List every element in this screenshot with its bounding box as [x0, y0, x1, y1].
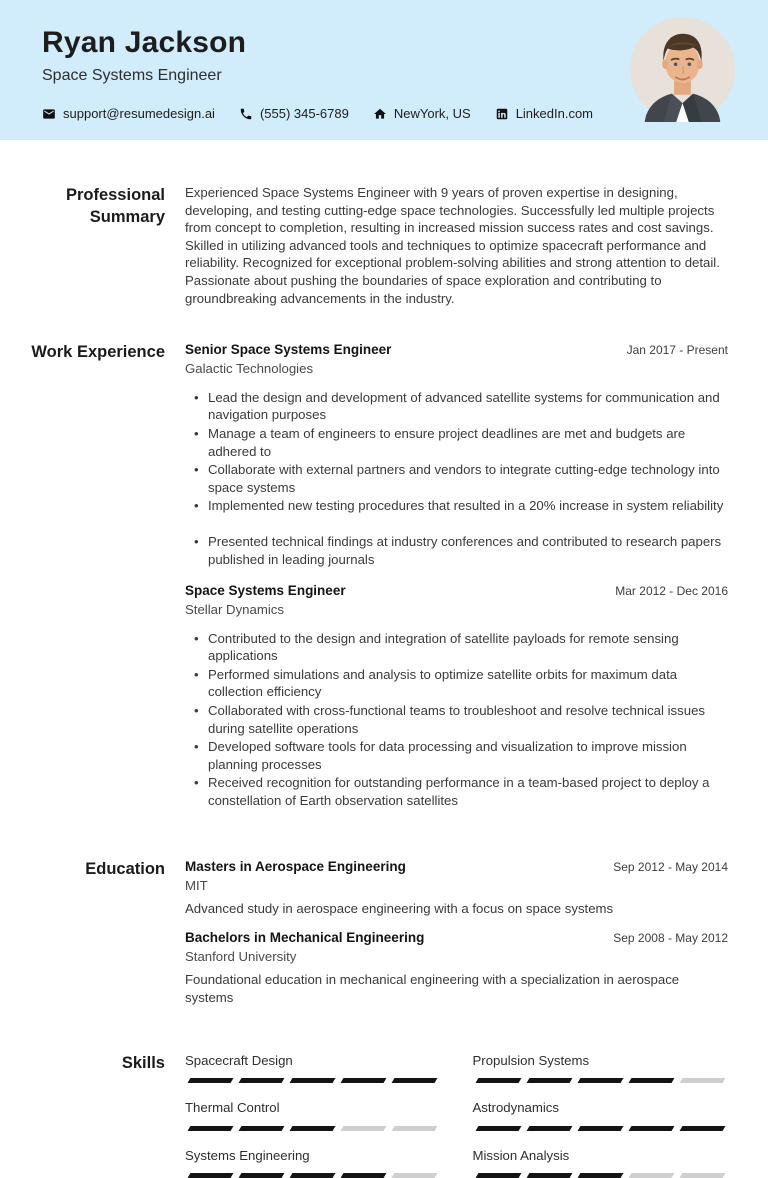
- contact-row: [42, 106, 728, 121]
- skill-entry: [473, 1147, 729, 1178]
- job-bullet: • Contributed to the design and integration of satellite payloads for remote sensing applications: [185, 630, 728, 665]
- job-dates: Mar 2012 - Dec 2016: [615, 584, 728, 599]
- job-bullet: • Manage a team of engineers to ensure project deadlines are met and budgets are adhered to: [185, 425, 728, 460]
- skill-name: Astrodynamics: [472, 1100, 559, 1116]
- contact-text: LinkedIn.com: [515, 106, 594, 121]
- skill-entry: [185, 1052, 441, 1084]
- section-summary: [0, 184, 768, 307]
- skill-name: Thermal Control: [185, 1100, 280, 1116]
- skill-level-bar: [473, 1126, 729, 1131]
- education-list: [185, 858, 728, 1018]
- degree-title: Masters in Aerospace Engineering: [185, 858, 406, 874]
- job-entry: [185, 582, 728, 810]
- skill-name: Mission Analysis: [472, 1147, 570, 1163]
- skill-segment-filled: [526, 1078, 572, 1083]
- person-name: Ryan Jackson: [42, 26, 247, 59]
- skill-segment-empty: [392, 1173, 438, 1178]
- skill-level-bar: [185, 1173, 441, 1178]
- skill-segment-filled: [475, 1173, 521, 1178]
- skill-segment-filled: [526, 1173, 572, 1178]
- contact-item[interactable]: [373, 106, 471, 121]
- skill-segment-filled: [188, 1126, 234, 1131]
- job-bullet: • Collaborate with external partners and vendors to integrate cutting-edge technology into space systems: [185, 461, 728, 496]
- skill-segment-filled: [577, 1173, 623, 1178]
- skill-segment-filled: [679, 1126, 725, 1131]
- skill-segment-empty: [341, 1126, 387, 1131]
- skill-segment-filled: [475, 1078, 521, 1083]
- skill-level-bar: [185, 1078, 441, 1083]
- skill-segment-empty: [679, 1173, 725, 1178]
- degree-description: Advanced study in aerospace engineering with a focus on space systems: [185, 901, 614, 917]
- contact-item[interactable]: [239, 106, 349, 121]
- job-bullet: • Implemented new testing procedures that resulted in a 20% increase in system reliability: [185, 497, 728, 515]
- skill-segment-filled: [341, 1173, 387, 1178]
- job-title: Senior Space Systems Engineer: [185, 342, 392, 358]
- job-title: Space Systems Engineer: [185, 583, 346, 599]
- job-bullets: [185, 630, 728, 810]
- resume-header: [0, 0, 768, 140]
- skill-segment-filled: [239, 1173, 285, 1178]
- degree-dates: Sep 2008 - May 2012: [613, 930, 728, 945]
- section-experience: [0, 341, 768, 823]
- skill-segment-filled: [526, 1126, 572, 1131]
- skill-segment-filled: [290, 1173, 336, 1178]
- skill-segment-filled: [628, 1126, 674, 1131]
- skill-segment-filled: [577, 1126, 623, 1131]
- contact-text: (555) 345-6789: [259, 106, 349, 121]
- job-entry: [185, 341, 728, 568]
- skill-segment-filled: [628, 1078, 674, 1083]
- home-icon: [373, 107, 387, 121]
- contact-item[interactable]: [495, 106, 593, 121]
- skills-list: [185, 1052, 728, 1178]
- summary-text: Experienced Space Systems Engineer with 9 years of proven expertise in designing, developing, and testing cutting-edge space technologies. Successfully led multiple projects from concept to completion, resulting in increased mission success rates and cost savings. Skilled in utilizing advanced tools and techniques to optimize spacecraft performance and reliability. Recognized for exceptional problem-solving abilities and strong attention to detail. Passionate about pushing the boundaries of space exploration and contributing to groundbreaking advancements in the industry.: [185, 185, 720, 306]
- degree-entry: [185, 858, 728, 918]
- contact-item[interactable]: [42, 106, 215, 121]
- skill-segment-filled: [290, 1126, 336, 1131]
- degree-entry: [185, 929, 728, 1007]
- skill-entry: [185, 1099, 441, 1131]
- skill-segment-filled: [290, 1078, 336, 1083]
- skill-segment-empty: [392, 1126, 438, 1131]
- skill-segment-filled: [341, 1078, 387, 1083]
- job-bullet: • Developed software tools for data processing and visualization to improve mission planning processes: [185, 738, 728, 773]
- job-bullet: • Lead the design and development of advanced satellite systems for communication and navigation purposes: [185, 389, 728, 424]
- experience-heading: Work Experience: [31, 343, 165, 362]
- linkedin-icon: [495, 107, 509, 121]
- degree-title: Bachelors in Mechanical Engineering: [185, 929, 425, 945]
- skill-entry: [185, 1147, 441, 1178]
- contact-text: support@resumedesign.ai: [63, 106, 215, 121]
- skill-level-bar: [473, 1078, 729, 1083]
- skill-entry: [473, 1099, 729, 1131]
- job-company: Stellar Dynamics: [185, 602, 284, 618]
- summary-heading: Professional Summary: [65, 186, 165, 226]
- skill-entry: [473, 1052, 729, 1084]
- contact-text: NewYork, US: [393, 106, 471, 121]
- job-bullet: • Received recognition for outstanding performance in a team-based project to deploy a constellation of Earth observation satellites: [185, 774, 728, 809]
- skill-level-bar: [185, 1126, 441, 1131]
- skill-segment-filled: [239, 1126, 285, 1131]
- skills-heading: Skills: [121, 1053, 165, 1072]
- degree-school: MIT: [185, 877, 208, 893]
- envelope-icon: [42, 107, 56, 121]
- degree-school: Stanford University: [185, 948, 297, 964]
- skill-name: Spacecraft Design: [185, 1052, 293, 1068]
- skill-segment-empty: [679, 1078, 725, 1083]
- skill-segment-filled: [392, 1078, 438, 1083]
- job-bullets: [185, 389, 728, 568]
- skill-segment-filled: [577, 1078, 623, 1083]
- experience-list: [185, 341, 728, 823]
- skill-segment-filled: [239, 1078, 285, 1083]
- degree-dates: Sep 2012 - May 2014: [613, 859, 728, 874]
- skill-name: Propulsion Systems: [472, 1052, 590, 1068]
- skill-segment-empty: [628, 1173, 674, 1178]
- profile-photo-illustration: [630, 17, 735, 122]
- job-bullet: • Collaborated with cross-functional teams to troubleshoot and resolve technical issues during satellite operations: [185, 702, 728, 737]
- skill-level-bar: [473, 1173, 729, 1178]
- job-dates: Jan 2017 - Present: [626, 343, 728, 358]
- section-education: [0, 858, 768, 1018]
- skill-segment-filled: [475, 1126, 521, 1131]
- job-bullet: • Performed simulations and analysis to optimize satellite orbits for maximum data collection efficiency: [185, 666, 728, 701]
- skill-name: Systems Engineering: [185, 1147, 310, 1163]
- resume-body: [0, 140, 768, 1178]
- section-skills: [0, 1052, 768, 1178]
- skill-segment-filled: [188, 1078, 234, 1083]
- skill-segment-filled: [188, 1173, 234, 1178]
- profile-photo: [630, 17, 735, 122]
- degree-description: Foundational education in mechanical engineering with a specialization in aerospace systems: [185, 972, 680, 1005]
- phone-icon: [239, 107, 253, 121]
- person-job-title: Space Systems Engineer: [42, 67, 222, 84]
- job-bullet: • Presented technical findings at industry conferences and contributed to research papers published in leading journals: [185, 533, 728, 568]
- job-company: Galactic Technologies: [185, 361, 314, 377]
- education-heading: Education: [85, 859, 165, 878]
